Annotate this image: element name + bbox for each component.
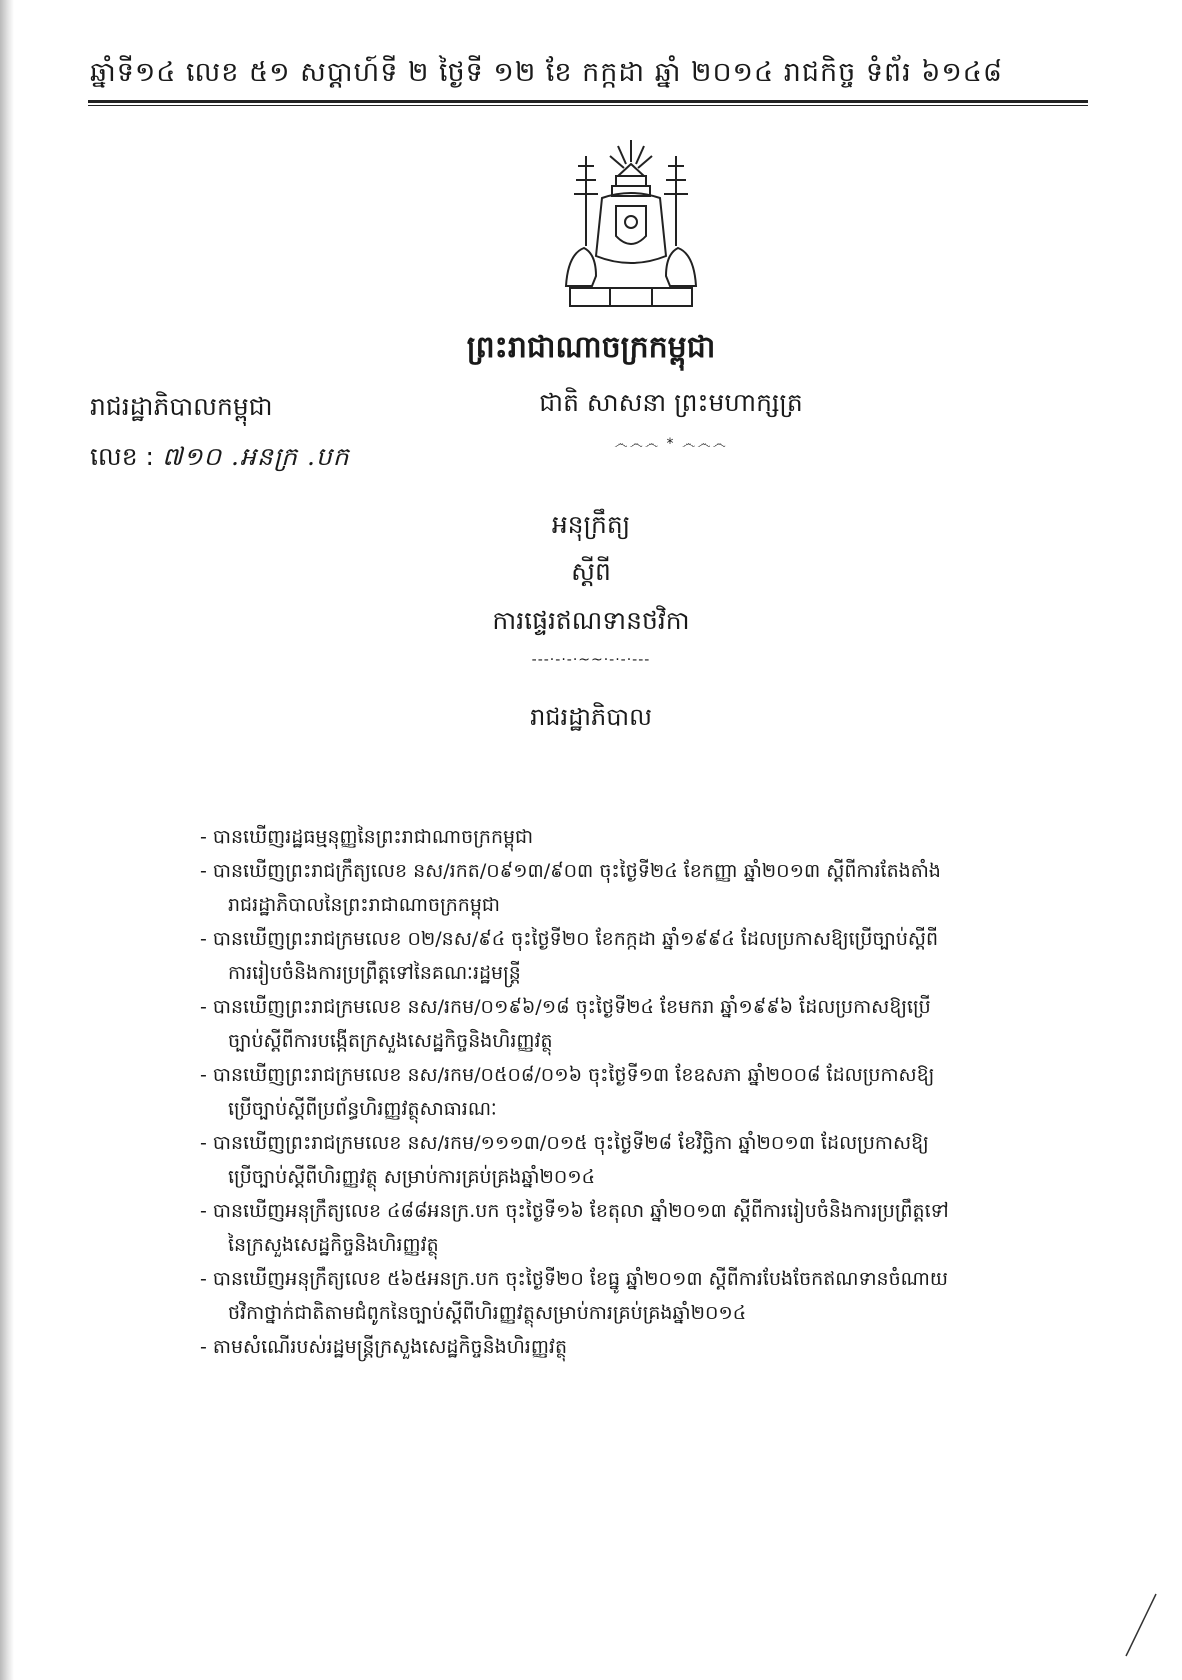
clause [200, 1194, 1080, 1262]
header-rule-thin [88, 105, 1088, 106]
national-motto: ជាតិ សាសនា ព្រះមហាក្សត្រ [539, 388, 803, 417]
clause-line: - បានឃើញព្រះរាជក្រឹត្យលេខ នស/រកត/០៩១៣/៩០៣ ចុះថ្ងៃទី២៤ ខែកញ្ញា ឆ្នាំ២០១៣ ស្តីពីការតែងតាំង [200, 860, 941, 882]
pen-mark-icon [1120, 1590, 1160, 1660]
clause-continuation: ការរៀបចំនិងការប្រព្រឹត្តទៅនៃគណៈរដ្ឋមន្ត្រី [228, 962, 521, 984]
number-label: លេខ : [90, 442, 154, 471]
clause-continuation: នៃក្រសួងសេដ្ឋកិច្ចនិងហិរញ្ញវត្ថុ [228, 1234, 439, 1256]
clause [200, 1262, 1080, 1330]
royal-coat-of-arms-icon [556, 136, 706, 314]
issuing-body: រាជរដ្ឋាភិបាល [530, 703, 652, 731]
document-type: អនុក្រឹត្យ [551, 510, 631, 539]
clause [200, 1330, 1080, 1364]
clause-line: - បានឃើញរដ្ឋធម្មនុញ្ញនៃព្រះរាជាណាចក្រកម្ពុជា [200, 826, 534, 848]
clause-line: - តាមសំណើរបស់រដ្ឋមន្ត្រីក្រសួងសេដ្ឋកិច្ចនិងហិរញ្ញវត្ថុ [200, 1336, 568, 1358]
clause [200, 1058, 1080, 1126]
kingdom-title: ព្រះរាជាណាចក្រកម្ពុជា [466, 330, 716, 365]
clause-line: - បានឃើញអនុក្រឹត្យលេខ ៤៨៨អនក្រ.បក ចុះថ្ងៃទី១៦ ខែតុលា ឆ្នាំ២០១៣ ស្តីពីការរៀបចំនិងការប្រព្រឹត្តទៅ [200, 1200, 949, 1222]
document-about: ស្តីពី [571, 557, 611, 586]
motto-ornament: ෴෴෴ * ෴෴෴ [614, 436, 728, 452]
clause [200, 1126, 1080, 1194]
clause [200, 922, 1080, 990]
scan-edge-shadow [0, 0, 14, 1680]
clause [200, 820, 1080, 854]
number-value: ៧១០ .អនក្រ .បក [161, 442, 350, 471]
clause [200, 990, 1080, 1058]
clause-line: - បានឃើញអនុក្រឹត្យលេខ ៥៦៥អនក្រ.បក ចុះថ្ងៃទី២០ ខែធ្នូ ឆ្នាំ២០១៣ ស្តីពីការបែងចែកឥណទានចំណាយ [200, 1268, 948, 1290]
clause-line: - បានឃើញព្រះរាជក្រមលេខ នស/រកម/០៥០៨/០១៦ ចុះថ្ងៃទី១៣ ខែឧសភា ឆ្នាំ២០០៨ ដែលប្រកាសឱ្យ [200, 1064, 935, 1086]
clause-line: - បានឃើញព្រះរាជក្រមលេខ នស/រកម/១១១៣/០១៥ ចុះថ្ងៃទី២៨ ខែវិច្ឆិកា ឆ្នាំ២០១៣ ដែលប្រកាសឱ្យ [200, 1132, 929, 1154]
government-name: រាជរដ្ឋាភិបាលកម្ពុជា [90, 392, 273, 421]
clause-continuation: រាជរដ្ឋាភិបាលនៃព្រះរាជាណាចក្រកម្ពុជា [228, 894, 501, 916]
preamble-clauses [200, 820, 1080, 1364]
clause-continuation: ច្បាប់ស្តីពីការបង្កើតក្រសួងសេដ្ឋកិច្ចនិងហិរញ្ញវត្ថុ [228, 1030, 553, 1052]
clause-continuation: ថវិកាថ្នាក់ជាតិតាមជំពូកនៃច្បាប់ស្តីពីហិរញ្ញវត្ថុសម្រាប់ការគ្រប់គ្រងឆ្នាំ២០១៤ [228, 1302, 747, 1324]
clause-continuation: ប្រើច្បាប់ស្តីពីប្រព័ន្ធហិរញ្ញវត្ថុសាធារណៈ [228, 1098, 497, 1120]
clause [200, 854, 1080, 922]
gazette-header: ឆ្នាំទី១៤ លេខ ៥១ សប្តាហ៍ទី ២ ថ្ងៃទី ១២ ខែ កក្កដា ឆ្នាំ ២០១៤ រាជកិច្ច ទំព័រ ៦១៤៨ [90, 57, 1004, 88]
document-subject: ការផ្ទេរឥណទានថវិកា [492, 606, 690, 635]
clause-line: - បានឃើញព្រះរាជក្រមលេខ ០២/នស/៩៤ ចុះថ្ងៃទី២០ ខែកក្កដា ឆ្នាំ១៩៩៤ ដែលប្រកាសឱ្យប្រើច្បាប់ស្តីពី [200, 928, 939, 950]
header-rule [88, 100, 1088, 103]
clause-line: - បានឃើញព្រះរាជក្រមលេខ នស/រកម/០១៩៦/១៨ ចុះថ្ងៃទី២៤ ខែមករា ឆ្នាំ១៩៩៦ ដែលប្រកាសឱ្យប្រើ [200, 996, 931, 1018]
title-separator: ---·-·-·~~·-·-·--- [531, 652, 651, 668]
clause-continuation: ប្រើច្បាប់ស្តីពីហិរញ្ញវត្ថុ សម្រាប់ការគ្រប់គ្រងឆ្នាំ២០១៤ [228, 1166, 596, 1188]
